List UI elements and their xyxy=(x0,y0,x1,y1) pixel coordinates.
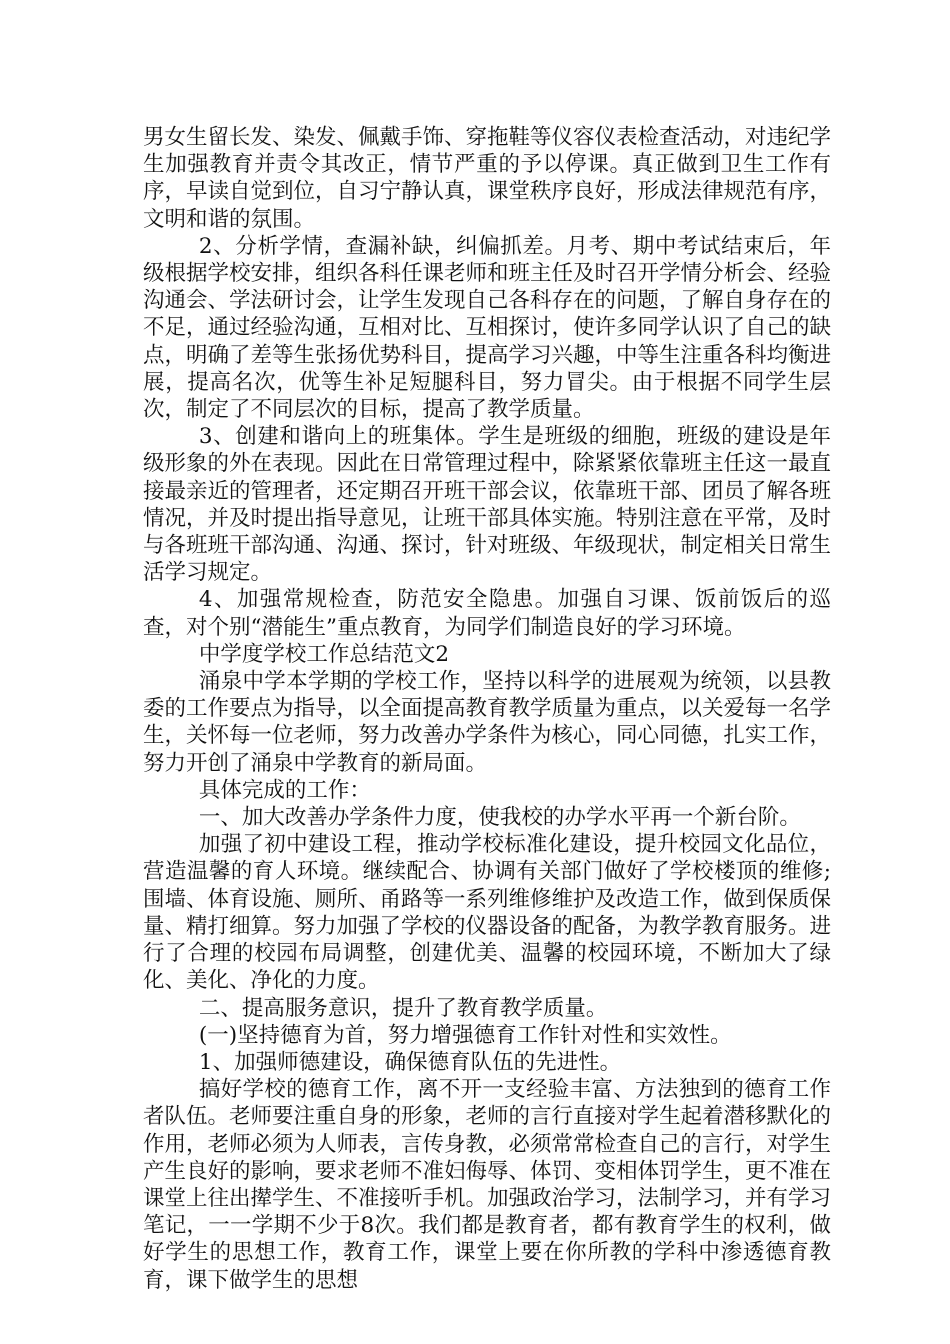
paragraph-analyze-learning: 2、分析学情，查漏补缺，纠偏抓差。月考、期中考试结束后，年级根据学校安排，组织各科任课老师和班主任及时召开学情分析会、经验沟通会、学法研讨会，让学生发现自己各科存在的问题，了解自身存在的不足，通过经验沟通，互相对比、互相探讨，使许多同学认识了自己的缺点，明确了差等生张扬优势科目，提高学习兴趣，中等生注重各科均衡进展，提高名次，优等生补足短腿科目，努力冒尖。由于根据不同学生层次，制定了不同层次的目标，提高了教学质量。 xyxy=(143,233,832,423)
paragraph-routine-inspection: 4、加强常规检查，防范安全隐患。加强自习课、饭前饭后的巡查，对个别“潜能生”重点教育，为同学们制造良好的学习环境。 xyxy=(143,587,831,640)
paragraph-dress-code: 男女生留长发、染发、佩戴手饰、穿拖鞋等仪容仪表检查活动，对违纪学生加强教育并责令其改正，情节严重的予以停课。真正做到卫生工作有序，早读自觉到位，自习宁静认真，课堂秩序良好，形成法律规范有序，文明和谐的氛围。 xyxy=(143,125,832,232)
paragraph-teacher-conduct: 搞好学校的德育工作，离不开一支经验丰富、方法独到的德育工作者队伍。老师要注重自身的形象，老师的言行直接对学生起着潜移默化的作用，老师必须为人师表，言传身教，必须常常检查自己的言行，对学生产生良好的影响，要求老师不准妇侮辱、体罚、变相体罚学生，更不准在课堂上往出撵学生、不准接听手机。加强政治学习，法制学习，并有学习笔记，一一学期不少于8次。我们都是教育者，都有教育学生的权利，做好学生的思想工作，教育工作，课堂上要在你所教的学科中渗透德育教育，课下做学生的思想 xyxy=(143,1077,832,1293)
document-page xyxy=(143,124,831,1294)
heading-service-quality: 二、提高服务意识，提升了教育教学质量。 xyxy=(198,995,608,1021)
paragraph-completed-work: 具体完成的工作： xyxy=(198,777,371,803)
paragraph-school-overview: 涌泉中学本学期的学校工作，坚持以科学的进展观为统领，以县教委的工作要点为指导，以全面提高教育教学质量为重点，以关爱每一名学生，关怀每一位老师，努力改善办学条件为核心，同心同德，扎实工作，努力开创了涌泉中学教育的新局面。 xyxy=(143,669,832,776)
heading-improve-conditions: 一、加大改善办学条件力度，使我校的办学水平再一个新台阶。 xyxy=(198,805,801,831)
section-heading-sample-2: 中学度学校工作总结范文2 xyxy=(198,641,450,667)
heading-moral-education: (一)坚持德育为首，努力增强德育工作针对性和实效性。 xyxy=(198,1022,732,1048)
heading-teacher-ethics: 1、加强师德建设，确保德育队伍的先进性。 xyxy=(198,1049,622,1075)
paragraph-class-collective: 3、创建和谐向上的班集体。学生是班级的细胞，班级的建设是年级形象的外在表现。因此在日常管理过程中，除紧紧依靠班主任这一最直接最亲近的管理者，还定期召开班干部会议，依靠班干部、团员了解各班情况，并及时提出指导意见，让班干部具体实施。特别注意在平常，及时与各班班干部沟通、沟通、探讨，针对班级、年级现状，制定相关日常生活学习规定。 xyxy=(143,424,832,586)
paragraph-campus-construction: 加强了初中建设工程，推动学校标准化建设，提升校园文化品位，营造温馨的育人环境。继续配合、协调有关部门做好了学校楼顶的维修;围墙、体育设施、厕所、甬路等一系列维修维护及改造工作，做到保质保量、精打细算。努力加强了学校的仪器设备的配备，为教学教育服务。进行了合理的校园布局调整，创建优美、温馨的校园环境，不断加大了绿化、美化、净化的力度。 xyxy=(143,832,832,994)
